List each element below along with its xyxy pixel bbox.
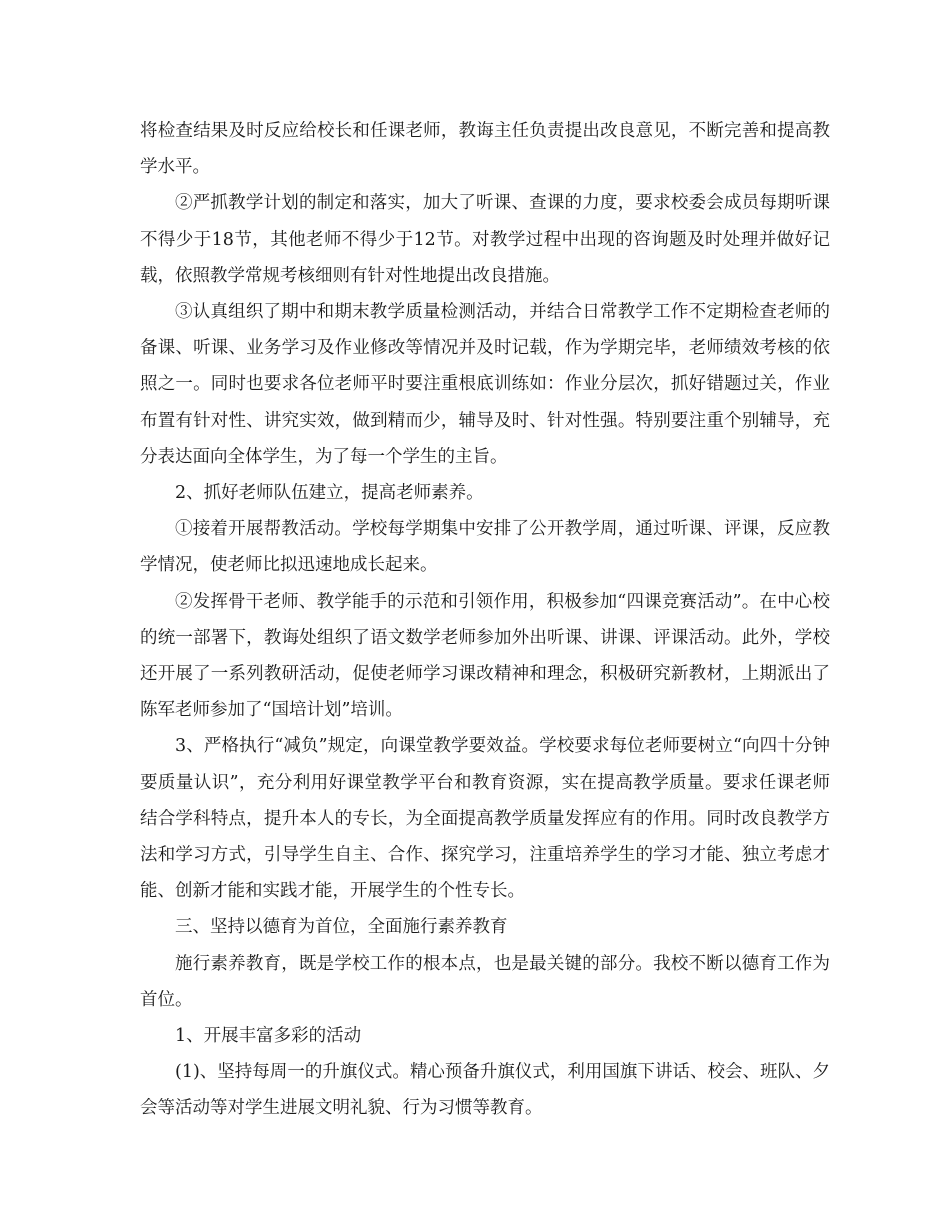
paragraph-flag-ceremony: (1)、坚持每周一的升旗仪式。精心预备升旗仪式，利用国旗下讲话、校会、班队、夕会等活动等对学生进展文明礼貌、行为习惯等教育。 <box>140 1062 830 1119</box>
heading-moral-education: 三、坚持以德育为首位，全面施行素养教育 <box>175 917 508 938</box>
paragraph-quality-education: 施行素养教育，既是学校工作的根本点，也是最关键的部分。我校不断以德育工作为首位。 <box>140 953 830 1010</box>
heading-activities: 1、开展丰富多彩的活动 <box>175 1026 362 1047</box>
paragraph-teaching-plan: ②严抓教学计划的制定和落实，加大了听课、查课的力度，要求校委会成员每期听课不得少于18节，其他老师不得少于12节。对教学过程中出现的咨询题及时处理并做好记载，依照教学常规考核细则有针对性地提出改良措施。 <box>140 193 830 286</box>
paragraph-inspection-results: 将检查结果及时反应给校长和任课老师，教诲主任负责提出改良意见，不断完善和提高教学水平。 <box>140 121 830 178</box>
paragraph-mentoring: ①接着开展帮教活动。学校每学期集中安排了公开教学周，通过听课、评课，反应教学情况，使老师比拟迅速地成长起来。 <box>140 519 830 576</box>
body-text <box>140 113 830 1127</box>
paragraph-backbone-teachers: ②发挥骨干老师、教学能手的示范和引领作用，积极参加“四课竞赛活动”。在中心校的统一部署下，教诲处组织了语文数学老师参加外出听课、讲课、评课活动。此外，学校还开展了一系列教研活动，促使老师学习课改精神和理念，积极研究新教材，上期派出了陈军老师参加了“国培计划”培训。 <box>140 591 830 721</box>
paragraph-burden-reduction: 3、严格执行“减负”规定，向课堂教学要效益。学校要求每位老师要树立“向四十分钟要质量认识”，充分利用好课堂教学平台和教育资源，实在提高教学质量。要求任课老师结合学科特点，提升本人的专长，为全面提高教学质量发挥应有的作用。同时改良教学方法和学习方式，引导学生自主、合作、探究学习，注重培养学生的学习才能、独立考虑才能、创新才能和实践才能，开展学生的个性专长。 <box>140 736 830 902</box>
heading-teacher-team: 2、抓好老师队伍建立，提高老师素养。 <box>175 483 484 504</box>
paragraph-quality-testing: ③认真组织了期中和期末教学质量检测活动，并结合日常教学工作不定期检查老师的备课、听课、业务学习及作业修改等情况并及时记载，作为学期完毕，老师绩效考核的依照之一。同时也要求各位老师平时要注重根底训练如：作业分层次，抓好错题过关，作业布置有针对性、讲究实效，做到精而少，辅导及时、针对性强。特别要注重个别辅导，充分表达面向全体学生，为了每一个学生的主旨。 <box>140 302 830 467</box>
